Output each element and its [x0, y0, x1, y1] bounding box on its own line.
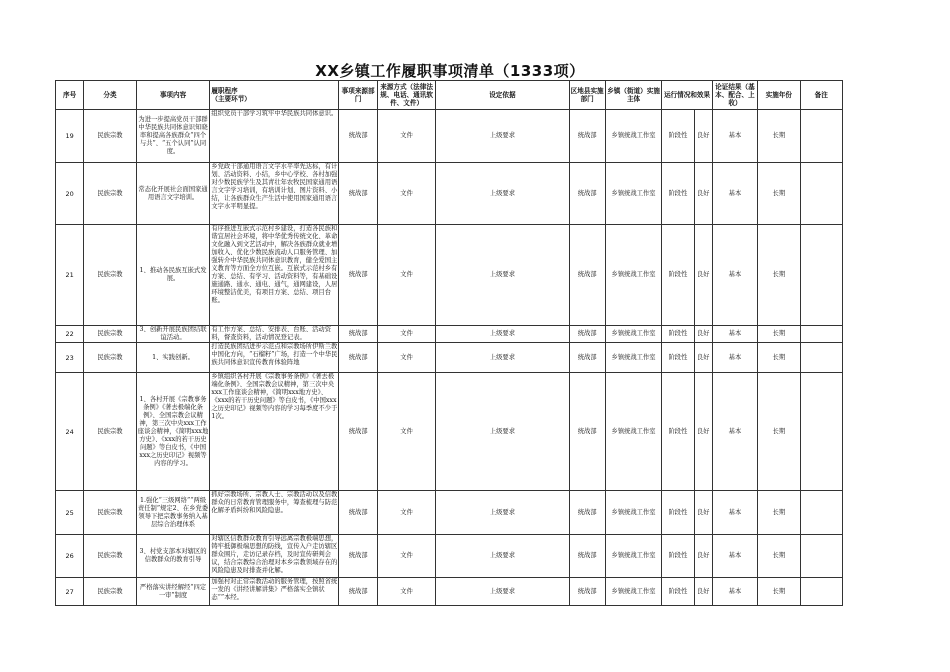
cell-year: 长期 [758, 225, 800, 326]
cell-item-content: 1、实践创新。 [136, 343, 210, 373]
cell-basis: 上级要求 [436, 326, 569, 343]
cell-basis: 上级要求 [436, 535, 569, 578]
table-row [56, 326, 843, 343]
cell-subject: 乡镇统战工作室 [605, 225, 662, 326]
cell-basis: 上级要求 [436, 373, 569, 491]
cell-subject: 乡镇统战工作室 [605, 491, 662, 535]
cell-program: 乡镇组织各村开展《宗教事务条例》《著去极端化条例》、全国宗教会议精神，第三次中央xxx工作座谈会精神，《简明xxx地方史》、《xxx的若干历史问题》等白皮书，《中国xxx之历史印记》视频等内容的学习每季度不少于1次。 [210, 373, 339, 491]
col-year: 实施年份 [758, 81, 800, 110]
cell-subject: 乡镇统战工作室 [605, 578, 662, 606]
cell-effect: 良好 [694, 535, 712, 578]
cell-effect: 良好 [694, 225, 712, 326]
cell-basis: 上级要求 [436, 343, 569, 373]
cell-county-dept: 统战部 [569, 326, 605, 343]
table-row [56, 535, 843, 578]
cell-year: 长期 [758, 535, 800, 578]
col-subject: 乡镇（街道）实施主体 [605, 81, 662, 110]
cell-item-content: 3、村党支部本对辖区的信教群众的教育引导 [136, 535, 210, 578]
cell-basis: 上级要求 [436, 110, 569, 163]
cell-effect: 良好 [694, 163, 712, 225]
col-no: 序号 [56, 81, 84, 110]
cell-county-dept: 统战部 [569, 491, 605, 535]
cell-effect: 良好 [694, 343, 712, 373]
cell-source-method: 文件 [377, 326, 436, 343]
cell-run-status: 阶段性 [662, 326, 694, 343]
cell-note [800, 163, 842, 225]
cell-program: 有工作方案、总结、安排表、台账、活动资料，督查资料，活动情况登记表。 [210, 326, 339, 343]
cell-category: 民族宗教 [84, 110, 136, 163]
cell-source-dept: 统战部 [339, 225, 377, 326]
cell-subject: 乡镇统战工作室 [605, 535, 662, 578]
cell-run-status: 阶段性 [662, 578, 694, 606]
cell-source-dept: 统战部 [339, 110, 377, 163]
cell-note [800, 373, 842, 491]
cell-category: 民族宗教 [84, 491, 136, 535]
cell-result: 基本 [712, 491, 757, 535]
cell-county-dept: 统战部 [569, 110, 605, 163]
table-row [56, 373, 843, 491]
cell-run-status: 阶段性 [662, 343, 694, 373]
cell-run-status: 阶段性 [662, 373, 694, 491]
cell-subject: 乡镇统战工作室 [605, 326, 662, 343]
cell-category: 民族宗教 [84, 225, 136, 326]
cell-run-status: 阶段性 [662, 535, 694, 578]
page-title: XX乡镇工作履职事项清单（1333项） [315, 62, 585, 80]
cell-county-dept: 统战部 [569, 343, 605, 373]
cell-category: 民族宗教 [84, 535, 136, 578]
table-row [56, 225, 843, 326]
cell-item-content: 3、创新开展民族团结联谊活动。 [136, 326, 210, 343]
cell-basis: 上级要求 [436, 578, 569, 606]
col-source-method: 来源方式（法律法规、电话、通讯软件、文件） [377, 81, 436, 110]
cell-basis: 上级要求 [436, 225, 569, 326]
cell-note [800, 343, 842, 373]
cell-year: 长期 [758, 491, 800, 535]
cell-basis: 上级要求 [436, 163, 569, 225]
cell-item-content: 为进一步提高党员干部群中华民族共同体意识知晓率和提高各族群众“四个与共”、“五个认同”认同度。 [136, 110, 210, 163]
cell-subject: 乡镇统战工作室 [605, 110, 662, 163]
cell-county-dept: 统战部 [569, 578, 605, 606]
cell-source-dept: 统战部 [339, 343, 377, 373]
cell-effect: 良好 [694, 491, 712, 535]
col-note: 备注 [800, 81, 842, 110]
cell-run-status: 阶段性 [662, 491, 694, 535]
cell-source-method: 文件 [377, 491, 436, 535]
cell-run-status: 阶段性 [662, 110, 694, 163]
cell-county-dept: 统战部 [569, 225, 605, 326]
cell-item-content: 常态化开展社会面国家通用语言文字培训。 [136, 163, 210, 225]
cell-item-content: 严格落实讲经解经“四定一审”制度 [136, 578, 210, 606]
cell-row-number: 26 [56, 535, 84, 578]
cell-row-number: 23 [56, 343, 84, 373]
cell-source-method: 文件 [377, 110, 436, 163]
cell-subject: 乡镇统战工作室 [605, 373, 662, 491]
cell-row-number: 20 [56, 163, 84, 225]
cell-county-dept: 统战部 [569, 163, 605, 225]
col-county-dept: 区地县实施部门 [569, 81, 605, 110]
table-row [56, 163, 843, 225]
cell-program: 有序推进互嵌式示范村乡建设，打造各民族和谐宜居社会环境，将中华优秀传统文化、革命文化融入到文艺活动中，解决各族群众就业增加收入、优化少数民族流动人口服务管理、加强转介中华民族共同体意识教育，健全爱国主义教育等方面全方位互嵌。互嵌式示范村乡有方案、总结、有学习、活动资料等，有基础设施通路、通水、通电、通气，通网建设，人居环境整洁优美，有项目方案、总结、项目台账。 [210, 225, 339, 326]
cell-year: 长期 [758, 373, 800, 491]
cell-subject: 乡镇统战工作室 [605, 343, 662, 373]
cell-effect: 良好 [694, 578, 712, 606]
cell-program: 对辖区信教群众教育引导远离宗教极端思想，铸牢抵御极端思想的防线，宣传入户走访辖区群众围片，走访记录存档，及时宣传研判会议，结合宗教综合治理对本乡宗教领域存在的风险隐患及时排查并化解。 [210, 535, 339, 578]
cell-category: 民族宗教 [84, 578, 136, 606]
cell-run-status: 阶段性 [662, 163, 694, 225]
duty-table [55, 80, 843, 606]
cell-effect: 良好 [694, 326, 712, 343]
cell-subject: 乡镇统战工作室 [605, 163, 662, 225]
cell-program: 乡党政干部通用语言文字水平率先达标，有计划、活动资料、小结，乡中心学校、各村加强对少数民族学生及其青壮年农牧民国家通用语言文字学习培训，有培训计划、图片资料、小结，让各族群众生产生活中使用国家通用语言文字水平明显提。 [210, 163, 339, 225]
cell-source-dept: 统战部 [339, 535, 377, 578]
header-row [56, 81, 843, 110]
cell-result: 基本 [712, 373, 757, 491]
cell-basis: 上级要求 [436, 491, 569, 535]
cell-year: 长期 [758, 163, 800, 225]
cell-row-number: 24 [56, 373, 84, 491]
cell-note [800, 535, 842, 578]
cell-result: 基本 [712, 535, 757, 578]
cell-note [800, 225, 842, 326]
col-content: 事项内容 [136, 81, 210, 110]
table-row [56, 110, 843, 163]
col-run-effect: 运行情况和效果 [662, 81, 712, 110]
col-basis: 设定依据 [436, 81, 569, 110]
cell-source-method: 文件 [377, 578, 436, 606]
cell-note [800, 578, 842, 606]
cell-row-number: 27 [56, 578, 84, 606]
cell-row-number: 25 [56, 491, 84, 535]
cell-county-dept: 统战部 [569, 535, 605, 578]
cell-result: 基本 [712, 326, 757, 343]
cell-result: 基本 [712, 110, 757, 163]
col-program: 履职程序 （主要环节） [210, 81, 339, 110]
cell-source-dept: 统战部 [339, 491, 377, 535]
cell-category: 民族宗教 [84, 163, 136, 225]
cell-source-method: 文件 [377, 343, 436, 373]
col-result: 论证结果（基本、配合、上收） [712, 81, 757, 110]
cell-result: 基本 [712, 225, 757, 326]
cell-note [800, 110, 842, 163]
col-category: 分类 [84, 81, 136, 110]
cell-program: 打造民族团结进步示范点和宗教场所伊斯兰教中国化方向，“石榴籽”广场，打造一个中华民族共同体意识宣传教育体验阵地 [210, 343, 339, 373]
cell-source-method: 文件 [377, 163, 436, 225]
cell-category: 民族宗教 [84, 373, 136, 491]
table-row [56, 491, 843, 535]
col-source-dept: 事项来源部门 [339, 81, 377, 110]
cell-source-dept: 统战部 [339, 163, 377, 225]
cell-program: 加强村对正常宗教活动的服务管理，按照省统一发的《讲经讲解讲集》严格落实全镇状态“”本经。 [210, 578, 339, 606]
cell-item-content: 1、各村开展《宗教事务条例》《著去极端化条例》、全国宗教会议精神，第三次中央xxx工作座谈会精神，《简明xxx地方史》、《xxx的若干历史问题》等白皮书，《中国xxx之历史印记》视频等内容的学习。 [136, 373, 210, 491]
cell-year: 长期 [758, 343, 800, 373]
cell-effect: 良好 [694, 373, 712, 491]
cell-category: 民族宗教 [84, 343, 136, 373]
table-row [56, 343, 843, 373]
cell-note [800, 491, 842, 535]
table-row [56, 578, 843, 606]
cell-note [800, 326, 842, 343]
cell-year: 长期 [758, 578, 800, 606]
cell-source-method: 文件 [377, 535, 436, 578]
cell-year: 长期 [758, 326, 800, 343]
cell-source-method: 文件 [377, 225, 436, 326]
cell-effect: 良好 [694, 110, 712, 163]
cell-source-method: 文件 [377, 373, 436, 491]
cell-year: 长期 [758, 110, 800, 163]
cell-row-number: 21 [56, 225, 84, 326]
cell-source-dept: 统战部 [339, 326, 377, 343]
cell-result: 基本 [712, 578, 757, 606]
cell-county-dept: 统战部 [569, 373, 605, 491]
cell-program: 抓好宗教场所、宗教人士、宗教活动以及信教群众的日常教育管理服务中，筹查梳理与防范化解矛盾纠纷和风险隐患。 [210, 491, 339, 535]
cell-row-number: 19 [56, 110, 84, 163]
cell-program: 组织党员干部学习筑牢中华民族共同体意识。 [210, 110, 339, 163]
cell-run-status: 阶段性 [662, 225, 694, 326]
cell-result: 基本 [712, 163, 757, 225]
cell-item-content: 1.强化“三级网络”“两级责任制”规定2、在乡党委领导下把宗教事务纳入基层综合治理体系 [136, 491, 210, 535]
cell-category: 民族宗教 [84, 326, 136, 343]
cell-row-number: 22 [56, 326, 84, 343]
cell-item-content: 1、推动各民族互嵌式发展。 [136, 225, 210, 326]
cell-result: 基本 [712, 343, 757, 373]
cell-source-dept: 统战部 [339, 373, 377, 491]
cell-source-dept: 统战部 [339, 578, 377, 606]
